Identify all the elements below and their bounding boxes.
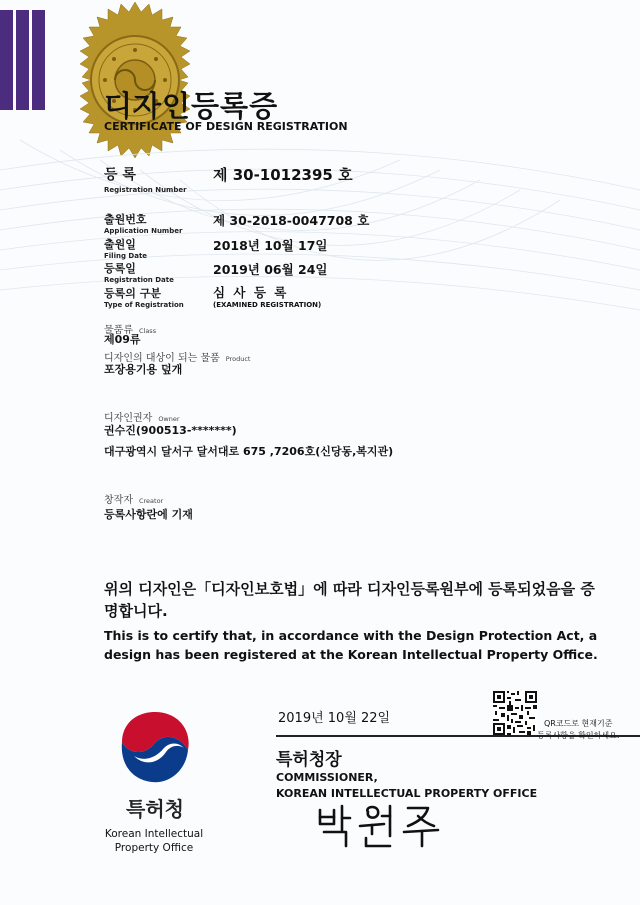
registration-label-ko: 등 록: [104, 167, 136, 183]
creator-label: [104, 488, 163, 507]
registration-number: 제 30-1012395 호: [213, 166, 353, 184]
title-english: CERTIFICATE OF DESIGN REGISTRATION: [104, 120, 348, 133]
qr-note-line-2: 등록사항을 확인하세요.: [537, 731, 620, 740]
application-label-en: Application Number: [104, 227, 183, 235]
creator-label-en: Creator: [138, 497, 164, 505]
owner-label-en: Owner: [158, 415, 180, 423]
kipo-name-english: [84, 827, 224, 855]
registration-type-label-en: Type of Registration: [104, 301, 184, 309]
class-label-en: Class: [138, 327, 157, 335]
issue-date: 2019년 10월 22일: [278, 711, 391, 726]
commissioner-signature: [316, 800, 446, 850]
qr-code-icon[interactable]: [493, 691, 537, 735]
product-label-ko: 디자인의 대상이 되는 물품: [104, 353, 220, 364]
qr-note: [537, 718, 619, 742]
registration-date-label-ko: 등록일: [104, 262, 136, 275]
qr-note-line-1: QR코드로 현재기준: [543, 719, 613, 728]
commissioner-title-korean: 특허청장: [276, 750, 342, 770]
application-label-ko: 출원번호: [104, 213, 147, 226]
registration-type-value: 심 사 등 록: [213, 285, 289, 300]
product-value: 포장용기용 덮개: [104, 363, 183, 376]
registration-type-label-ko: 등록의 구분: [104, 287, 161, 300]
registration-type: [213, 283, 321, 309]
filing-date: 2018년 10월 17일: [213, 238, 328, 253]
filing-label-en: Filing Date: [104, 252, 148, 260]
product-label-en: Product: [225, 355, 251, 363]
registration-date-label-en: Registration Date: [104, 276, 174, 284]
kipo-name-line-1: Korean Intellectual: [104, 828, 204, 840]
certification-korean: 위의 디자인은「디자인보호법」에 따라 디자인등록원부에 등록되었음을 증명합니다.: [104, 580, 595, 620]
owner-label-ko: 디자인권자: [104, 413, 153, 424]
class-value: 제09류: [104, 333, 141, 346]
commissioner-line-1: COMMISSIONER,: [276, 771, 378, 784]
owner-name: 권수진(900513-*******): [104, 424, 237, 437]
commissioner-line-2: KOREAN INTELLECTUAL PROPERTY OFFICE: [276, 787, 538, 800]
creator-label-ko: 창작자: [104, 495, 133, 506]
kipo-name-line-2: Property Office: [114, 842, 194, 854]
certification-english: This is to certify that, in accordance with the Design Protection Act, a design has been registered at the Korean Intellectual Property Office.: [104, 628, 598, 662]
registration-type-sub: (EXAMINED REGISTRATION): [213, 301, 322, 309]
filing-label: [104, 236, 147, 260]
registration-label: [104, 164, 187, 194]
registration-date: 2019년 06월 24일: [213, 262, 328, 277]
creator-value: 등록사항란에 기재: [104, 508, 193, 521]
commissioner-title-english: [276, 770, 537, 802]
kipo-name-korean: 특허청: [126, 797, 184, 821]
title-korean: 디자인등록증: [104, 89, 279, 123]
registration-label-en: Registration Number: [104, 186, 187, 194]
registration-type-label: [104, 285, 184, 309]
filing-label-ko: 출원일: [104, 238, 136, 251]
application-label: [104, 211, 182, 235]
government-emblem-icon: [116, 708, 194, 788]
application-number: 제 30-2018-0047708 호: [213, 213, 370, 228]
class-label-ko: 물품류: [104, 325, 133, 336]
registration-date-label: [104, 260, 174, 284]
owner-address: 대구광역시 달서구 달서대로 675 ,7206호(신당동,복지관): [104, 445, 394, 458]
